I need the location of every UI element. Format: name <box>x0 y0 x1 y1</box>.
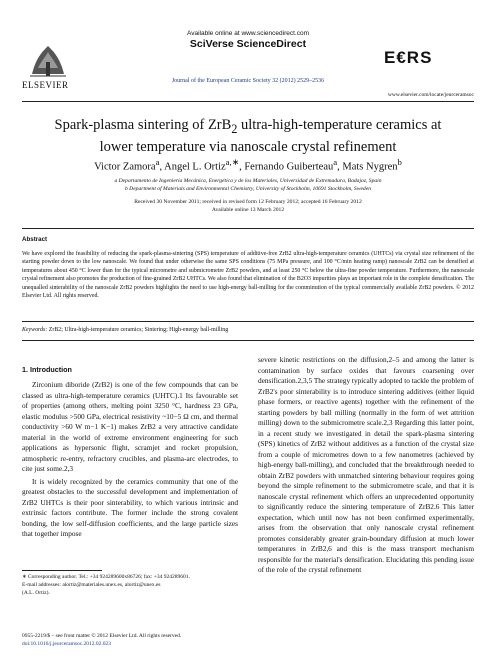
footnote-initials: (A.L. Ortiz). <box>22 590 50 596</box>
author-name[interactable]: Mats Nygren <box>342 161 398 173</box>
right-column <box>258 355 474 576</box>
sciverse-brand: SciVerse ScienceDirect <box>189 38 307 50</box>
abstract-body: We have explored the feasibility of reducing the spark-plasma-sintering (SPS) temperature of additive-free ZrB2 ultra-high-temperature ceramics (UHTCs) via crystal size refinement of the starting powder down to the low nanoscale. We found that under otherwise the same SPS conditions (75 MPa pressure, and 100 °C/min heating ramp) nanoscale ZrB2 can be densified at temperatures about 450 °C lower than for the typical micrometre and submicrometre ZrB2 powders, and at least 250 °C below the ultra-fine powder temperature. Furthermore, the nanoscale crystal refinement also promotes the production of fine-grained ZrB2 UHTCs. We also found that elimination of the B2O3 impurities plays an important role in the complete densification. The unequalled sinterability of the nanoscale ZrB2 powders highlights the need to use high-energy ball-milling for the comminution of the typical commercially available ZrB2 powders. © 2012 Elsevier Ltd. All rights reserved. <box>22 251 474 300</box>
author-list: Victor Zamora$^a$, Angel L. Ortiz$^{a,∗}$, Fernando Guiberteau$^a$, Mats Nygren$^b$ <box>94 157 402 173</box>
journal-citation-text[interactable]: Journal of the European Ceramic Society 32 (2012) 2529–2536 <box>171 78 325 84</box>
ecers-logo: E€RS <box>384 48 433 67</box>
section-heading: 1. Introduction <box>22 365 72 374</box>
title-part: Spark-plasma sintering of ZrB <box>54 117 232 133</box>
affiliation: b Department of Materials and Environmental Chemistry, University of Stockholm, 10691 Stockholm, Sweden <box>124 186 372 192</box>
author-mark: a,∗ <box>225 157 240 167</box>
author-name[interactable]: Victor Zamora <box>94 161 156 173</box>
doi-link[interactable]: doi:10.1016/j.jeurceramsoc.2012.02.023 <box>22 641 112 647</box>
keywords-label: Keywords: <box>22 327 48 333</box>
title-subscript: 2 <box>231 121 238 136</box>
author-mark: a <box>333 157 338 167</box>
left-column <box>22 380 238 540</box>
paragraph: Zirconium diboride (ZrB2) is one of the few compounds that can be classed as ultra-high-temperature ceramics (UHTC).1 Its favourable set of properties (among others, melting point 3250 °C, hardness 23 GPa, elastic modulus >500 GPa, electrical resistivity ~10−5 Ω cm, and thermal conductivity >60 W m−1 K−1) makes ZrB2 a very attractive candidate material in the world of extreme environment engineering for such applications as hypersonic flight, scramjet and rocket propulsion, atmospheric re-entry, refractory crucibles, and plasma-arc electrodes, to cite just some.2,3 <box>22 380 238 473</box>
footnote-rule <box>22 570 102 571</box>
author-name[interactable]: Angel L. Ortiz <box>164 161 226 173</box>
corresponding-author: ∗ Corresponding author. Tel.: +34 924289600x86726; fax: +34 924289601. <box>22 574 190 580</box>
title-part: ultra-high-temperature ceramics at lower temperature via nanoscale crystal refinement <box>99 117 442 155</box>
paragraph: severe kinetic restrictions on the diffusion,2–5 and among the latter is contamination by surface oxides that favours coarsening over densification.2,3,5 The strategy typically adopted to tackle the problem of ZrB2's poor sinterability is to introduce sintering additives (either liquid phase formers, or reactive agents) together with the refinement of the starting powders by ball milling (normally in the form of wet attrition milling) down to the submicrometre scale.2,3 Regarding this latter point, in a recent study we investigated in detail the spark-plasma sintering (SPS) kinetics of ZrB2 without additives as a function of the crystal size from a couple of micrometres down to a few nanometres (achieved by high-energy ball-milling), and concluded that the breakthrough needed to obtain ZrB2 powders with unmatched sintering behaviour requires going beyond the simple refinement to the submicrometre scale, and that it is nanoscale crystal refinement which offers an unprecedented opportunity to significantly reduce the sintering temperature of ZrB2.6 This latter expectation, which until now has not been confirmed experimentally, arises from the observation that only nanoscale crystal refinement promotes considerably greater grain-boundary diffusion at much lower temperatures in ZrB2,6 and this is the mass transport mechanism responsible for the material's densification. Elucidating this pending issue of the role of the crystal refinement <box>258 355 474 574</box>
journal-homepage[interactable]: www.elsevier.com/locate/jeurceramsoc <box>387 92 474 98</box>
abstract-bottom-rule <box>22 340 474 341</box>
header-rule <box>22 101 474 102</box>
author-name[interactable]: Fernando Guiberteau <box>244 161 334 173</box>
keywords-rule <box>22 321 474 322</box>
article-title <box>40 116 456 156</box>
email-addresses[interactable]: E-mail addresses: alortiz@materiales.unex.es, alortiz@unex.es <box>22 582 161 588</box>
online-date: Available online 13 March 2012 <box>211 207 285 213</box>
journal-citation <box>0 78 496 84</box>
author-mark: b <box>397 157 402 167</box>
received-dates: Received 30 November 2011; received in revised form 12 February 2012; accepted 16 February 2012 <box>134 199 362 205</box>
issn-line: 0955-2219/$ – see front matter © 2012 Elsevier Ltd. All rights reserved. <box>22 633 182 639</box>
abstract-top-rule <box>22 228 474 229</box>
paragraph: It is widely recognized by the ceramics community that one of the greatest obstacles to the successful development and implementation of ZrB2 UHTCs is their poor sinterability, to which various intrinsic and extrinsic factors contribute. The former include the strong covalent bonding, the low self-diffusion coefficients, and the large particle sizes that together impose <box>22 476 238 538</box>
keywords-list: ZrB2; Ultra-high-temperature ceramics; Sintering; High-energy ball-milling <box>48 327 229 333</box>
availability-line: Available online at www.sciencedirect.com <box>187 30 309 37</box>
keywords <box>22 327 228 333</box>
abstract-heading: Abstract <box>22 236 48 243</box>
affiliation: a Departamento de Ingeniería Mecánica, Energética y de los Materiales, Universidad de Extremadura, Badajoz, Spain <box>114 178 382 184</box>
author-mark: a <box>155 157 160 167</box>
publisher-name: ELSEVIER <box>22 80 69 90</box>
